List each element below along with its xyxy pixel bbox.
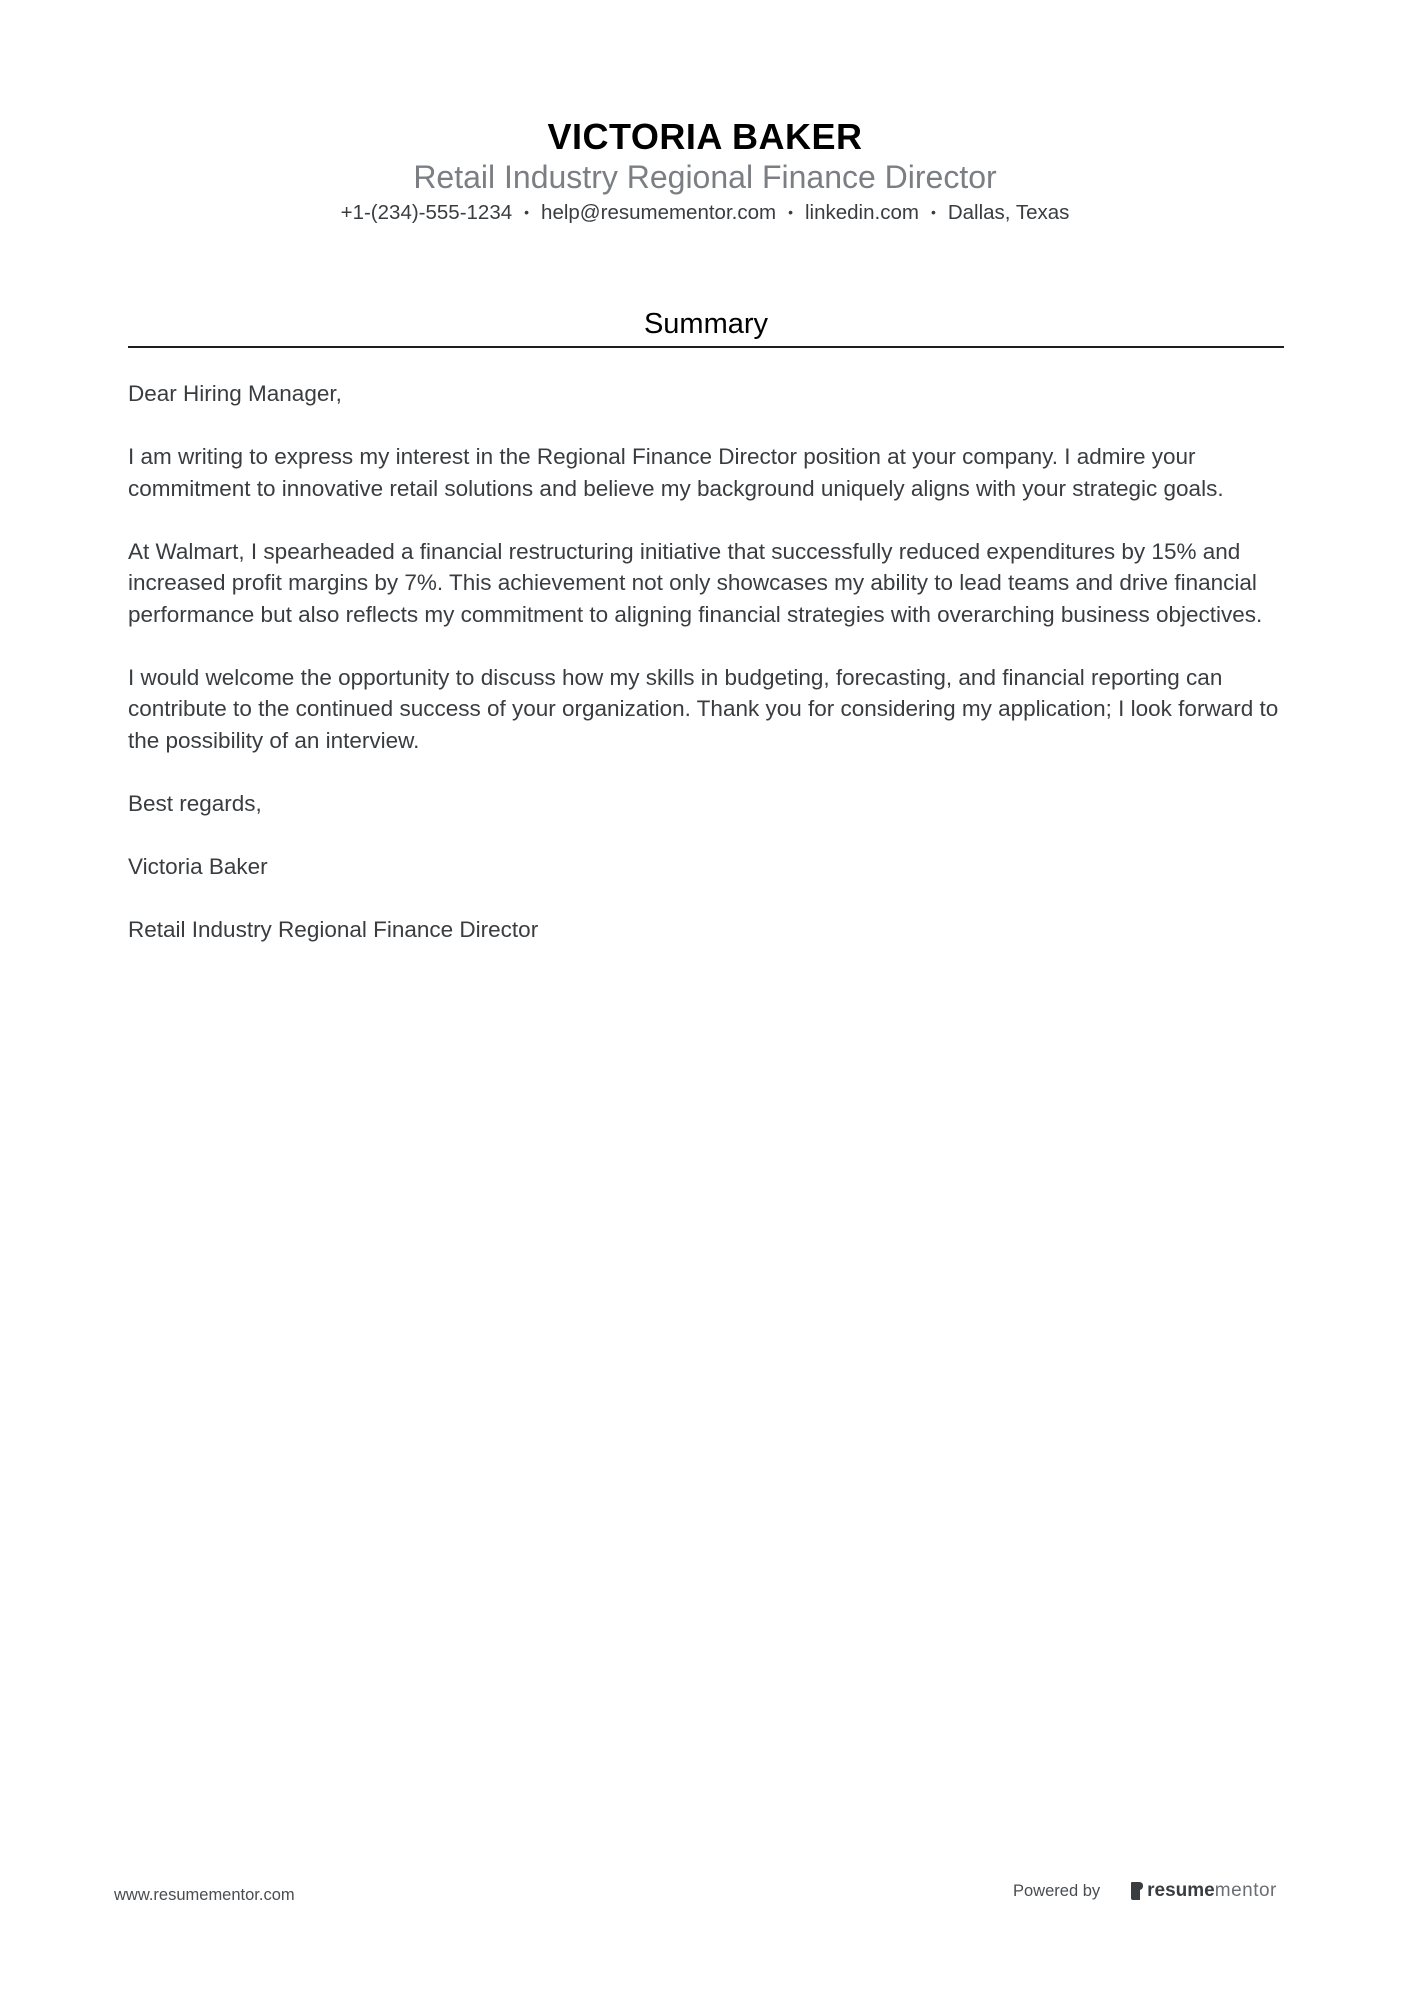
section-divider	[128, 346, 1284, 348]
letter-greeting: Dear Hiring Manager,	[128, 381, 342, 406]
bullet-separator: •	[788, 204, 793, 220]
brand-text-bold: resume	[1147, 1880, 1215, 1901]
contact-email: help@resumementor.com	[541, 201, 777, 224]
signature-name: Victoria Baker	[128, 853, 268, 879]
resumementor-logo-icon	[1130, 1881, 1144, 1901]
contact-location: Dallas, Texas	[947, 201, 1070, 224]
brand-text-light: mentor	[1214, 1880, 1277, 1901]
letter-closing: Best regards,	[128, 790, 262, 816]
letter-paragraph: I am writing to express my interest in the Regional Finance Director position at your company. I admire your commitment to innovative retail solutions and believe my background uniquely aligns with your strategic goals.	[128, 444, 1224, 501]
footer-website-link[interactable]: www.resumementor.com	[114, 1886, 295, 1904]
powered-by-label: Powered by	[1013, 1881, 1101, 1900]
candidate-name: VICTORIA BAKER	[547, 116, 863, 157]
contact-linkedin: linkedin.com	[804, 201, 919, 224]
letter-body	[128, 378, 1288, 977]
contact-line	[0, 198, 1410, 227]
header	[0, 116, 1410, 227]
resumementor-logo[interactable]	[1130, 1880, 1277, 1902]
section-title: Summary	[643, 308, 769, 340]
summary-section-header	[128, 304, 1284, 348]
footer-branding	[1013, 1880, 1277, 1902]
contact-phone: +1-(234)-555-1234	[340, 201, 513, 224]
candidate-title: Retail Industry Regional Finance Director	[413, 159, 997, 195]
letter-paragraph: I would welcome the opportunity to discuss how my skills in budgeting, forecasting, and financial reporting can contribute to the continued success of your organization. Thank you for considering my application; I look forward to the possibility of an interview.	[128, 664, 1279, 753]
bullet-separator: •	[524, 204, 530, 220]
signature-title: Retail Industry Regional Finance Director	[128, 916, 539, 942]
letter-paragraph: At Walmart, I spearheaded a financial restructuring initiative that successfully reduced expenditures by 15% and increased profit margins by 7%. This achievement not only showcases my ability to lead teams and drive financial performance but also reflects my commitment to aligning financial strategies with overarching business objectives.	[128, 538, 1263, 627]
bullet-separator: •	[930, 204, 936, 220]
